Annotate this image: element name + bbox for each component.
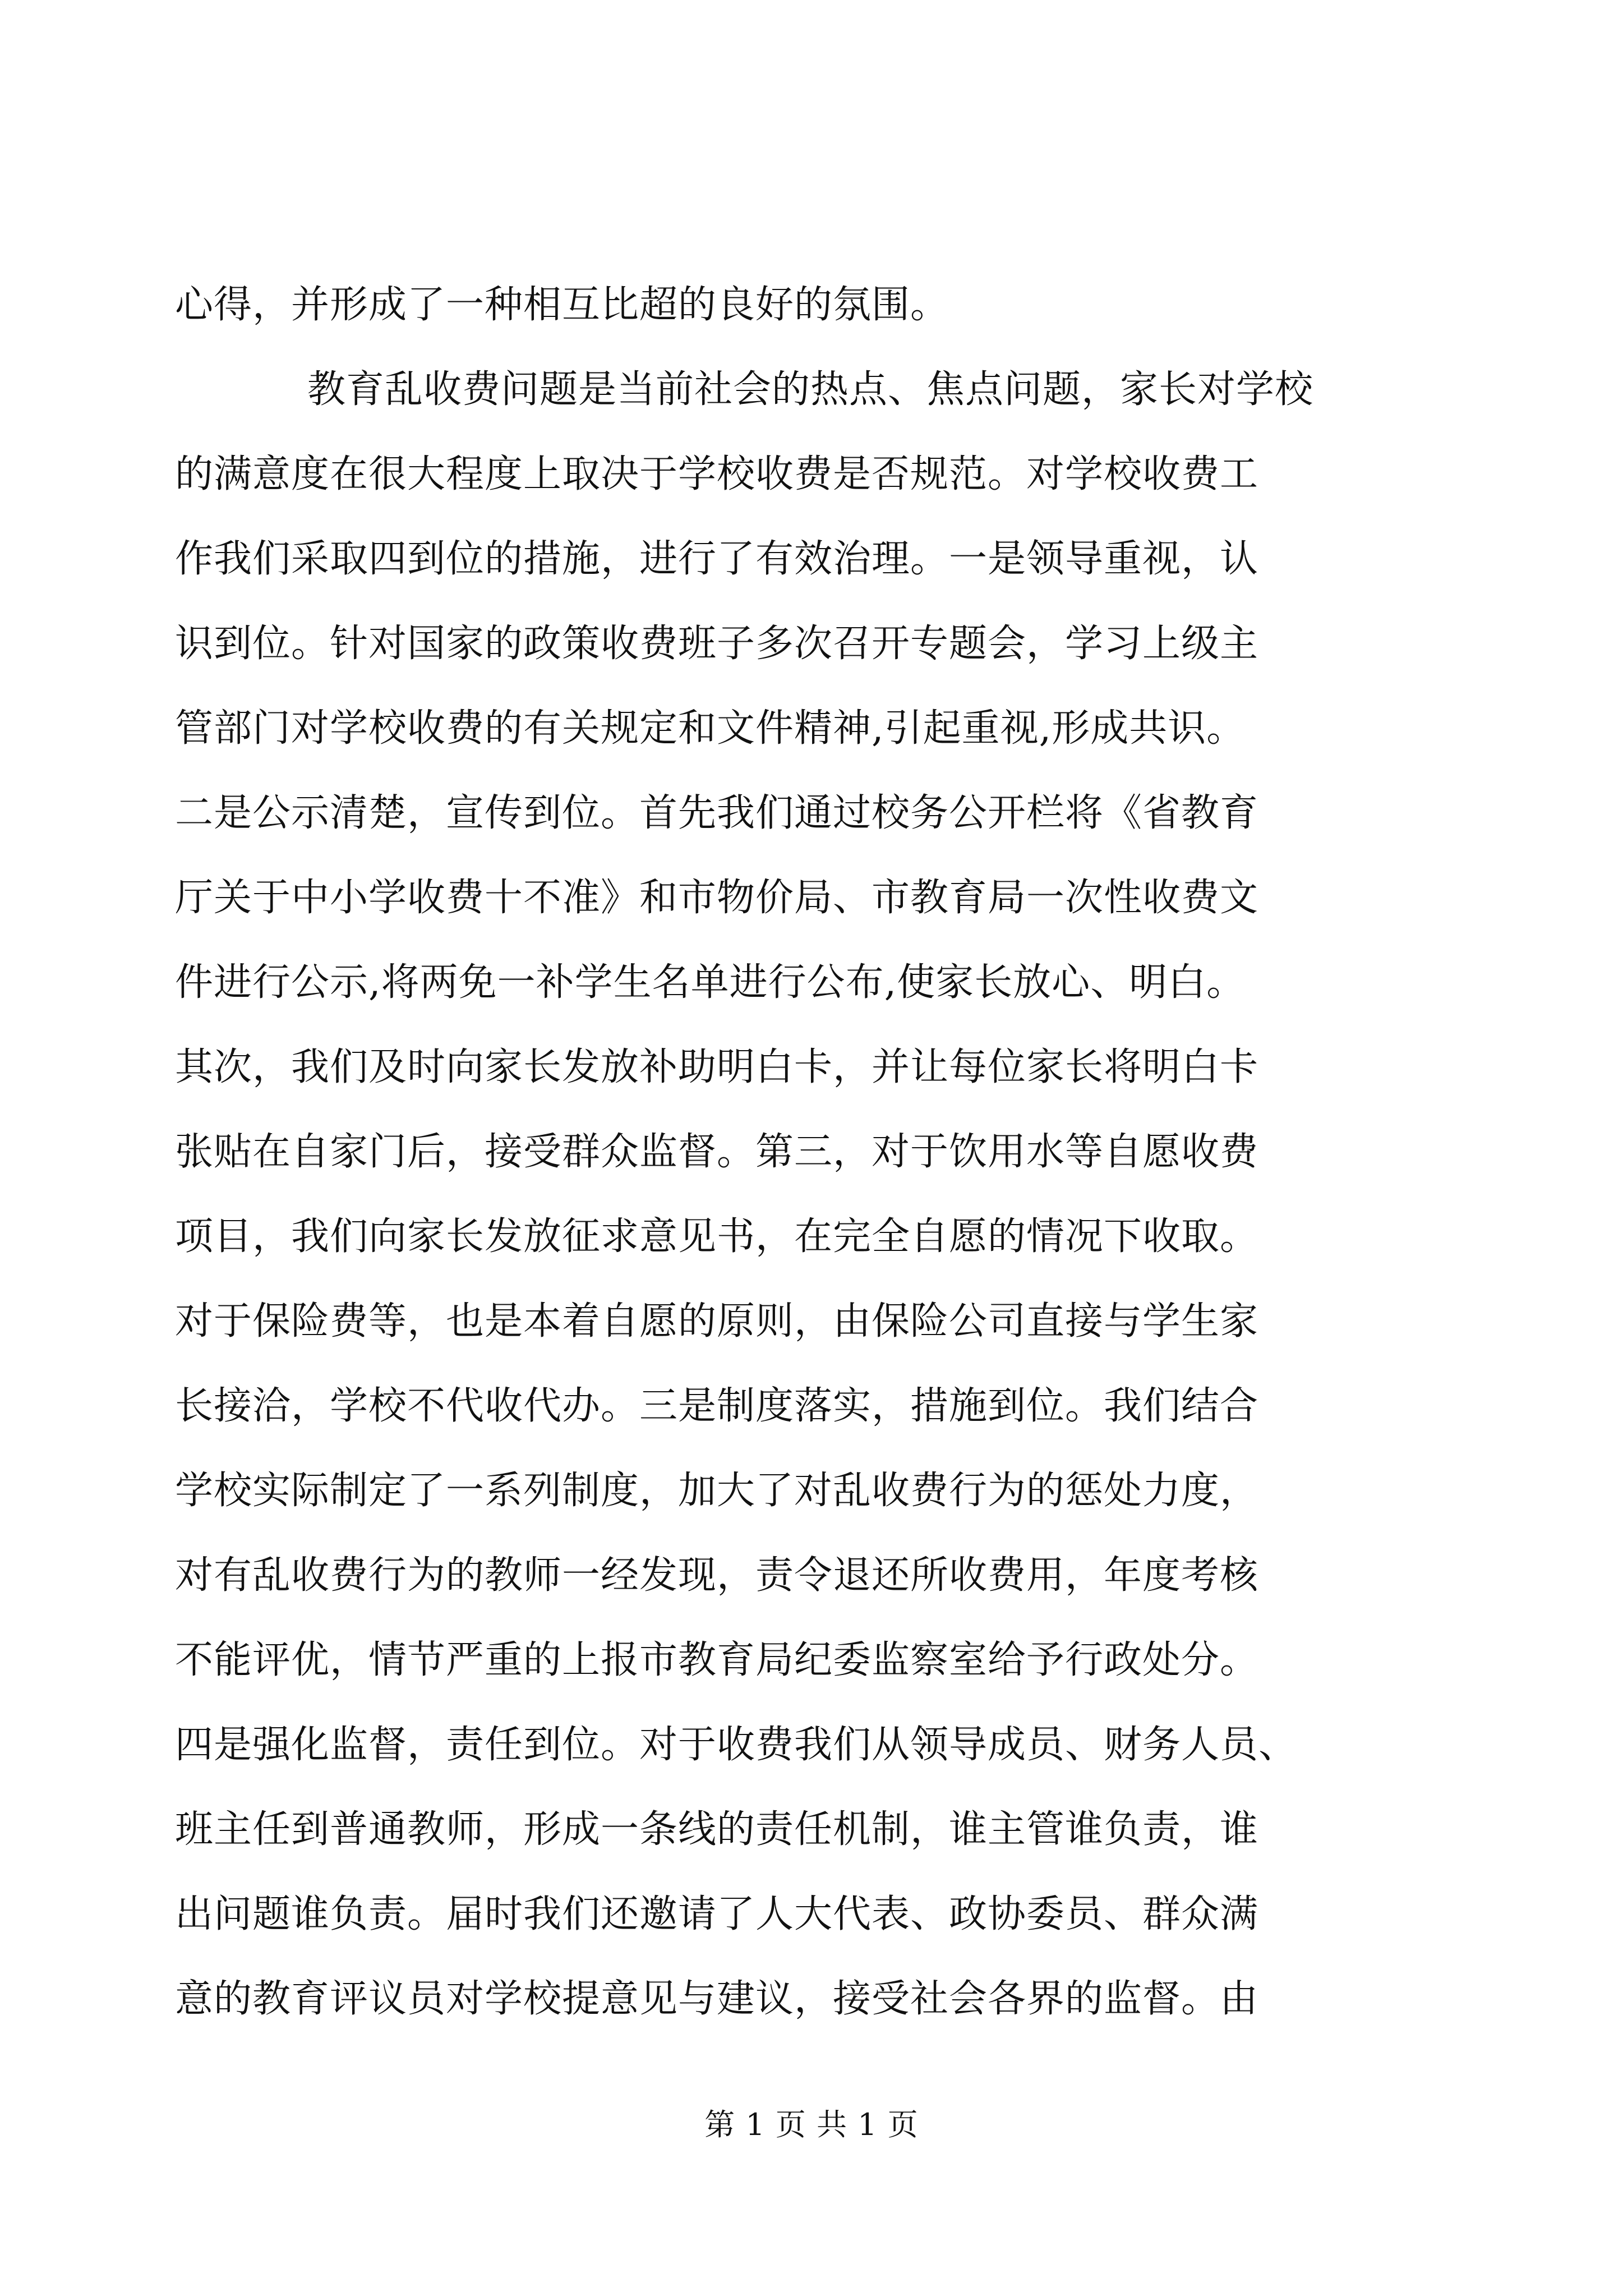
text-line: 厅关于中小学收费十不准》和市物价局、市教育局一次性收费文: [175, 876, 1259, 920]
text-line: 出问题谁负责。届时我们还邀请了人大代表、政协委员、群众满: [175, 1892, 1259, 1936]
page-footer: 第 1 页 共 1 页: [704, 2107, 919, 2142]
text-line: 件进行公示,将两免一补学生名单进行公布,使家长放心、明白。: [175, 960, 1246, 1005]
body-text: [175, 263, 1454, 2041]
text-line: 管部门对学校收费的有关规定和文件精神,引起重视,形成共识。: [175, 706, 1246, 751]
text-line: 长接洽，学校不代收代办。三是制度落实，措施到位。我们结合: [175, 1384, 1259, 1428]
text-line: 心得，并形成了一种相互比超的良好的氛围。: [175, 283, 949, 327]
text-line: 的满意度在很大程度上取决于学校收费是否规范。对学校收费工: [175, 452, 1259, 496]
text-line: 项目，我们向家长发放征求意见书，在完全自愿的情况下收取。: [175, 1214, 1259, 1259]
paragraph-first-line: 教育乱收费问题是当前社会的热点、焦点问题，家长对学校: [307, 367, 1314, 412]
text-line: 其次，我们及时向家长发放补助明白卡，并让每位家长将明白卡: [175, 1045, 1259, 1089]
text-line: 识到位。针对国家的政策收费班子多次召开专题会，学习上级主: [175, 622, 1259, 666]
text-line: 学校实际制定了一系列制度，加大了对乱收费行为的惩处力度，: [175, 1469, 1259, 1513]
text-line: 不能评优，情节严重的上报市教育局纪委监察室给予行政处分。: [175, 1638, 1259, 1682]
text-line: 意的教育评议员对学校提意见与建议，接受社会各界的监督。由: [175, 1977, 1259, 2021]
text-line: 对于保险费等，也是本着自愿的原则，由保险公司直接与学生家: [175, 1299, 1259, 1343]
text-line: 班主任到普通教师，形成一条线的责任机制，谁主管谁负责，谁: [175, 1807, 1259, 1852]
text-line: 张贴在自家门后，接受群众监督。第三，对于饮用水等自愿收费: [175, 1130, 1259, 1174]
text-line: 对有乱收费行为的教师一经发现，责令退还所收费用，年度考核: [175, 1553, 1259, 1598]
text-line: 作我们采取四到位的措施，进行了有效治理。一是领导重视，认: [175, 537, 1259, 581]
text-line: 四是强化监督，责任到位。对于收费我们从领导成员、财务人员、: [175, 1723, 1298, 1767]
text-line: 二是公示清楚，宣传到位。首先我们通过校务公开栏将《省教育: [175, 791, 1259, 835]
